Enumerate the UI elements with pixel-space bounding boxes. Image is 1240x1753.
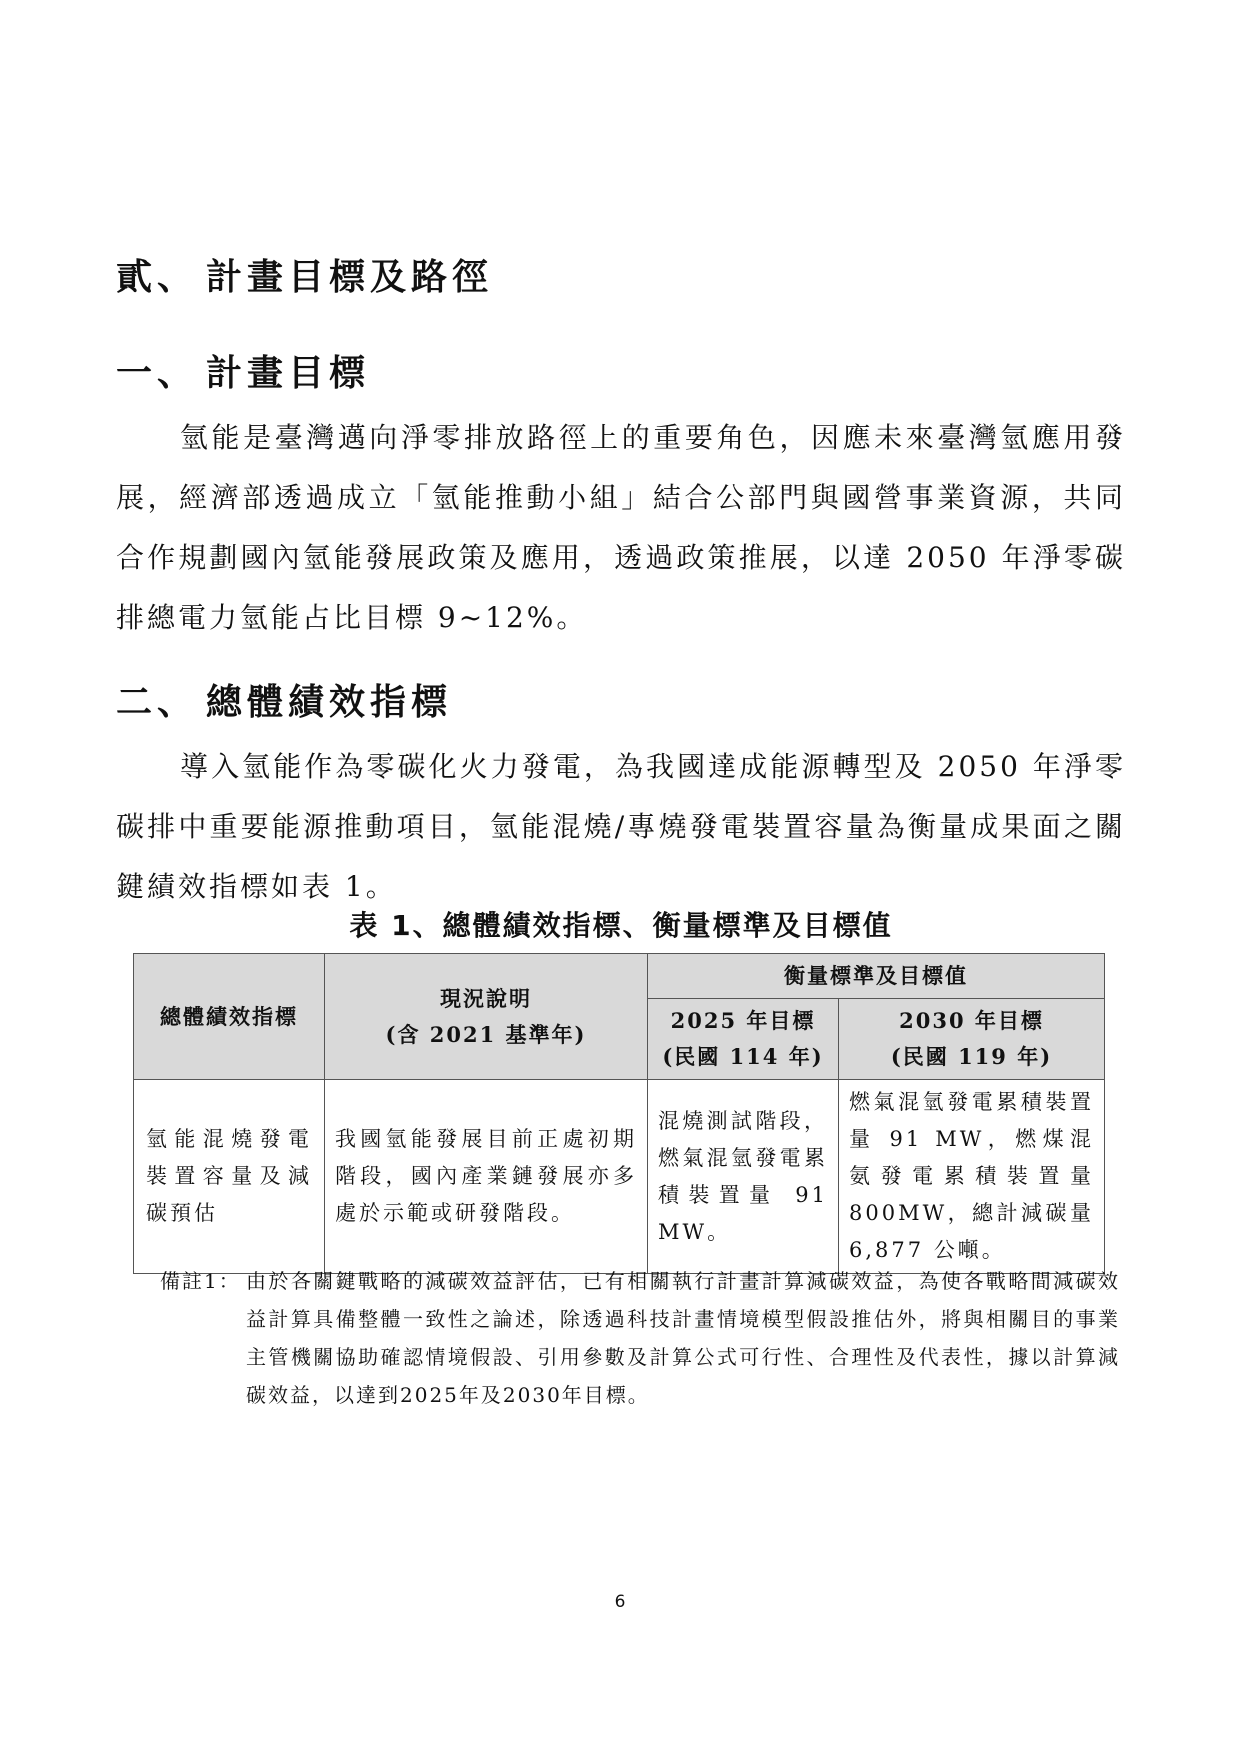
kpi-title: 總體績效指標: [206, 682, 453, 723]
header-target-2025: [648, 999, 839, 1080]
note-text: 由於各關鍵戰略的減碳效益評估，已有相關執行計畫計算減碳效益，為使各戰略間減碳效益計算具備整體一致性之論述，除透過科技計畫情境模型假設推估外，將與相關目的事業主管機關協助確認情境假設、引用參數及計算公式可行性、合理性及代表性，據以計算減碳效益，以達到2025年及2030年目標。: [246, 1269, 1120, 1407]
goal-number: 一、: [116, 353, 199, 394]
header-status-line1: 現況說明: [440, 985, 532, 1011]
cell-target-2025: 混燒測試階段，燃氣混氫發電累積裝置量 91 MW。: [648, 1080, 839, 1274]
page-number: 6: [614, 1592, 626, 1612]
section-heading: [116, 257, 494, 298]
table-note: [160, 1262, 1120, 1414]
table-caption: 表 1、總體績效指標、衡量標準及目標值: [349, 909, 893, 942]
section-title: 計畫目標及路徑: [206, 257, 494, 298]
kpi-number: 二、: [116, 682, 199, 723]
kpi-heading: [116, 682, 453, 723]
table-row: [134, 1080, 1105, 1274]
header-target-2025-line2: (民國 114 年): [662, 1044, 824, 1069]
kpi-table: [133, 953, 1105, 1274]
header-target-2030: [839, 999, 1105, 1080]
goal-heading: [116, 353, 371, 394]
header-target-2025-line1: 2025 年目標: [670, 1008, 816, 1033]
cell-indicator: 氫能混燒發電裝置容量及減碳預估: [134, 1080, 325, 1274]
header-indicator: 總體績效指標: [134, 954, 325, 1080]
header-standard: 衡量標準及目標值: [648, 954, 1105, 999]
section-number: 貳、: [116, 257, 199, 298]
header-status: [325, 954, 648, 1080]
goal-title: 計畫目標: [206, 353, 371, 394]
kpi-paragraph: 導入氫能作為零碳化火力發電，為我國達成能源轉型及 2050 年淨零碳排中重要能源推動項目，氫能混燒/專燒發電裝置容量為衡量成果面之關鍵績效指標如表 1。: [116, 750, 1126, 903]
header-target-2030-line1: 2030 年目標: [899, 1008, 1044, 1033]
header-status-line2: (含 2021 基準年): [385, 1021, 587, 1047]
cell-status: 我國氫能發展目前正處初期階段，國內產業鏈發展亦多處於示範或研發階段。: [325, 1080, 648, 1274]
cell-target-2030: 燃氣混氫發電累積裝置量 91 MW，燃煤混氨發電累積裝置量 800MW，總計減碳量 6,877 公噸。: [839, 1080, 1105, 1274]
header-target-2030-line2: (民國 119 年): [890, 1044, 1053, 1069]
note-label: 備註1：: [160, 1269, 241, 1293]
goal-paragraph: 氫能是臺灣邁向淨零排放路徑上的重要角色，因應未來臺灣氫應用發展，經濟部透過成立「氫能推動小組」結合公部門與國營事業資源，共同合作規劃國內氫能發展政策及應用，透過政策推展，以達 2050 年淨零碳排總電力氫能占比目標 9~12%。: [116, 421, 1126, 634]
